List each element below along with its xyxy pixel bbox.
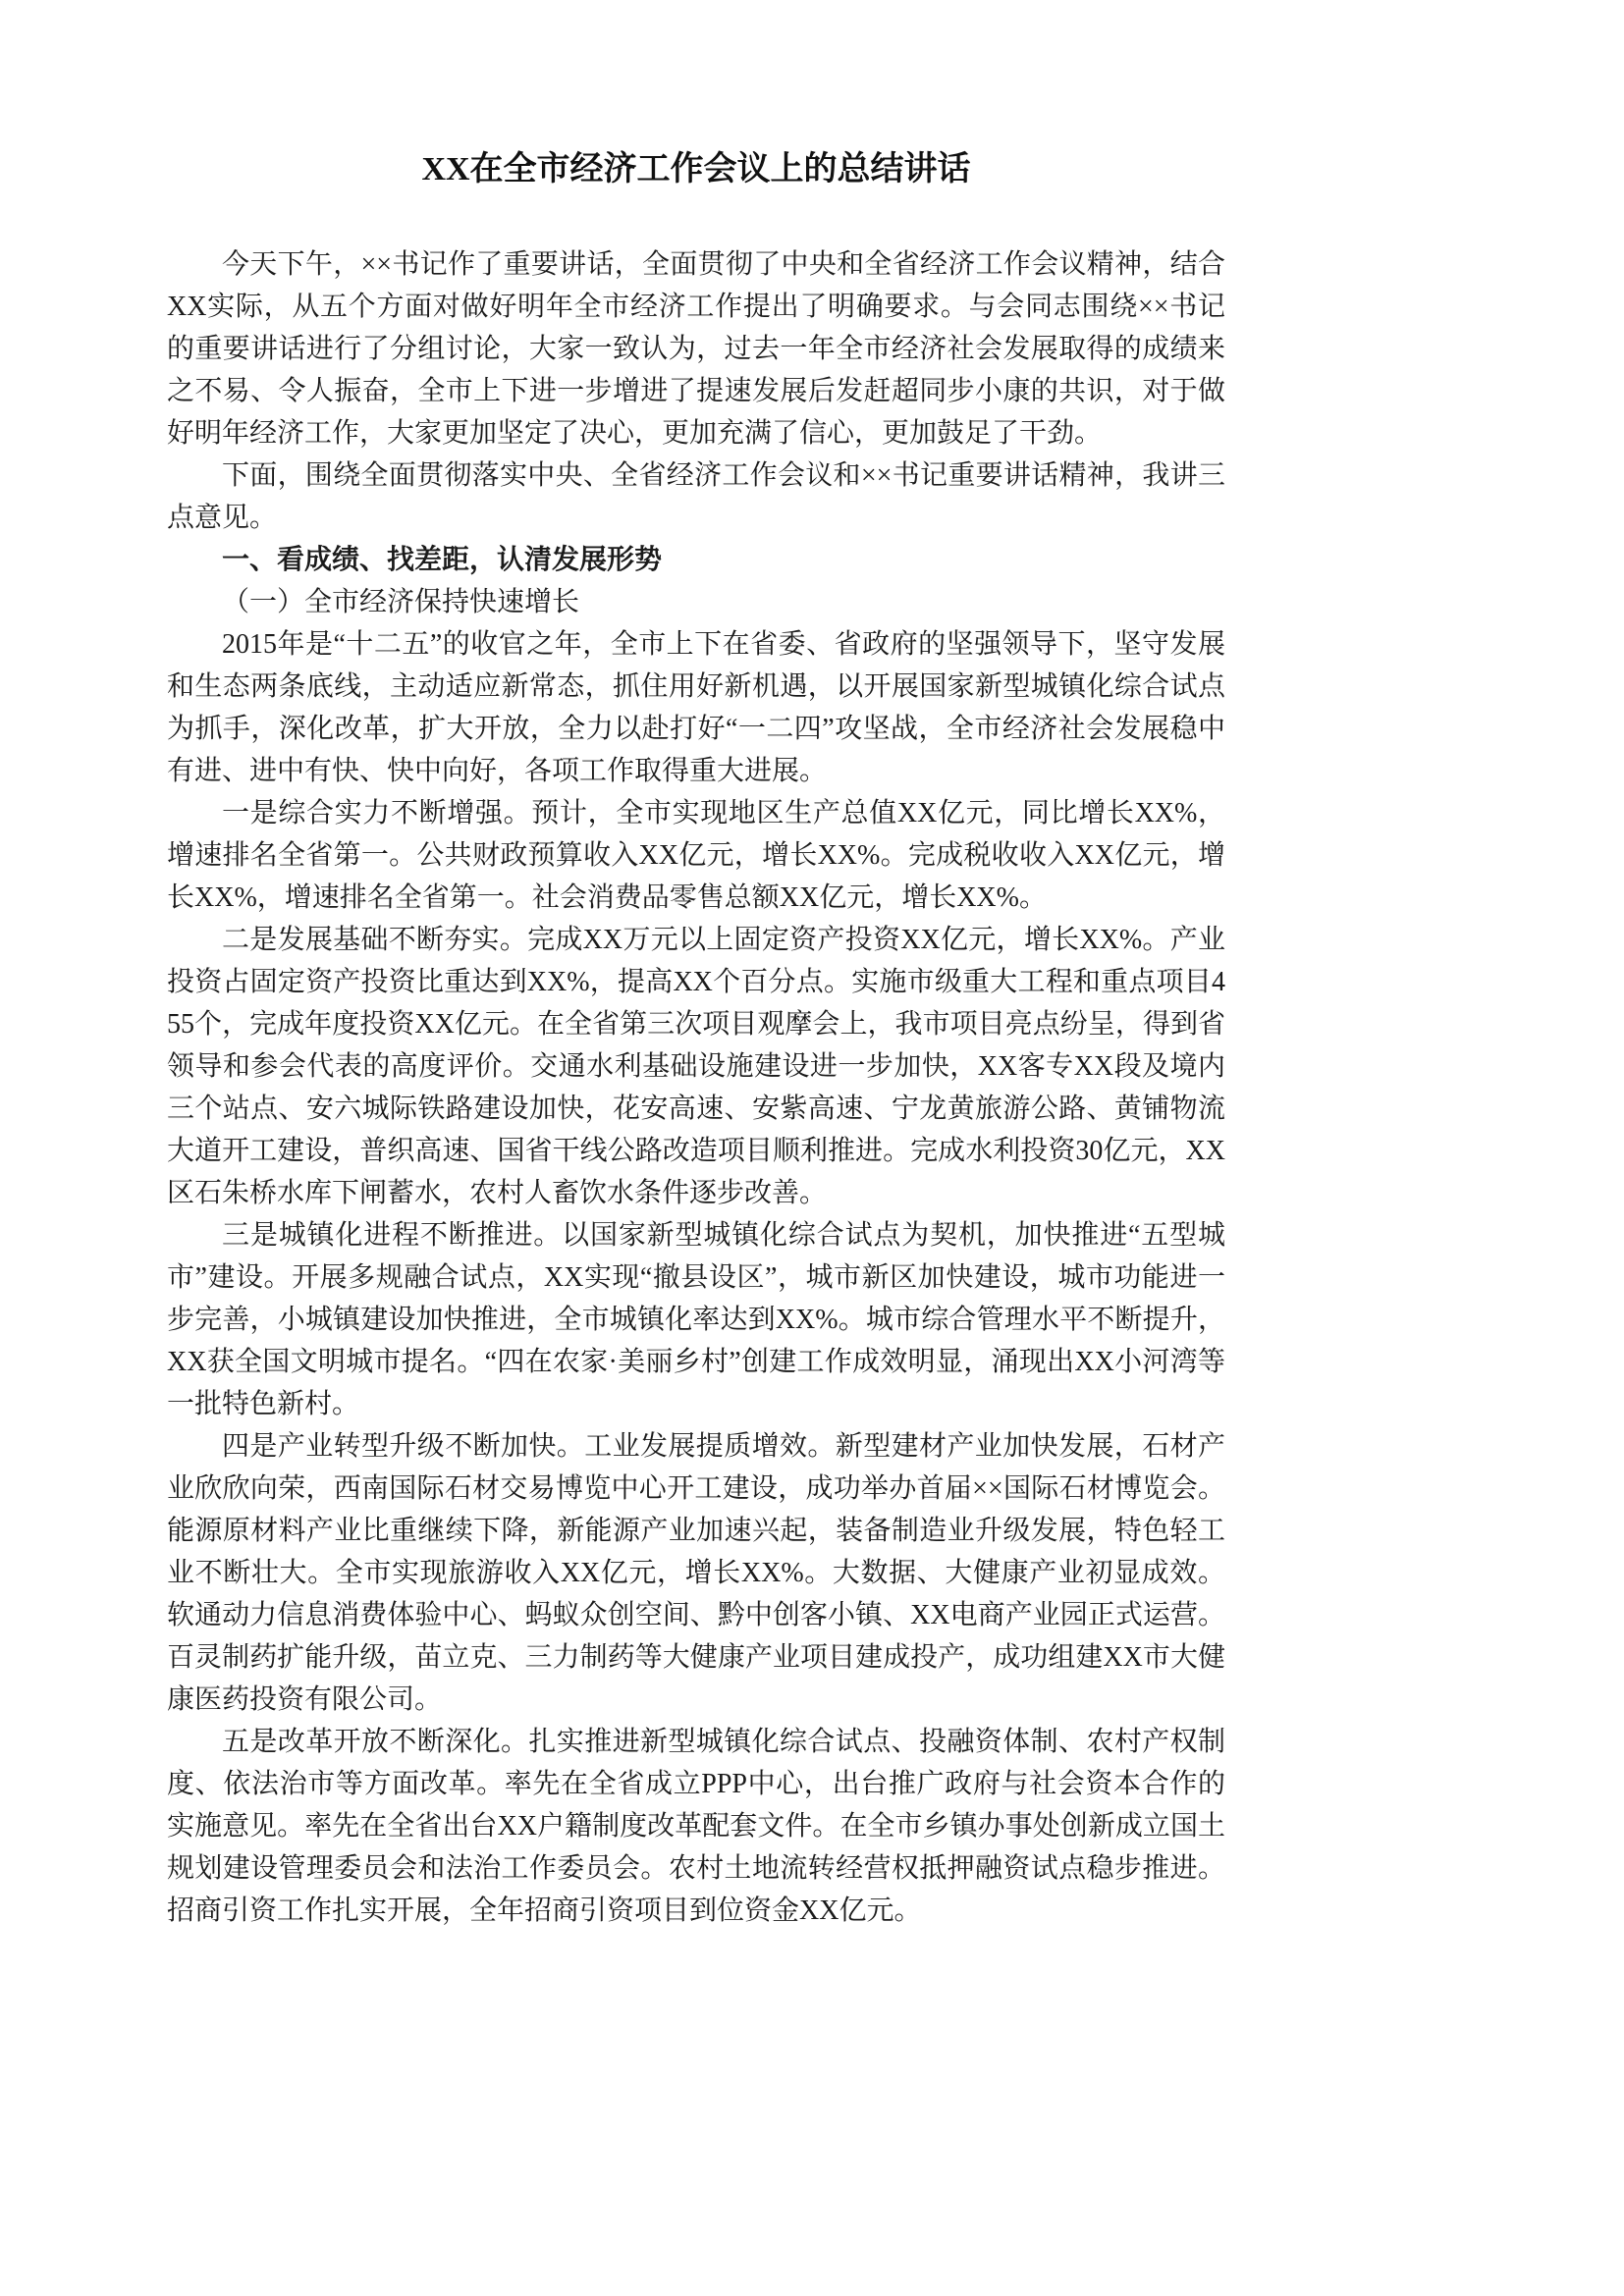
paragraph-transition: 下面，围绕全面贯彻落实中央、全省经济工作会议和××书记重要讲话精神，我讲三点意见。 [167, 460, 1225, 533]
subsection-heading-1-1: （一）全市经济保持快速增长 [222, 587, 580, 617]
paragraph-point-1: 一是综合实力不断增强。预计，全市实现地区生产总值XX亿元，同比增长XX%，增速排名全省第一。公共财政预算收入XX亿元，增长XX%。完成税收收入XX亿元，增长XX%，增速排名全省第一。社会消费品零售总额XX亿元，增长XX%。 [167, 798, 1225, 913]
paragraph-point-5: 五是改革开放不断深化。扎实推进新型城镇化综合试点、投融资体制、农村产权制度、依法治市等方面改革。率先在全省成立PPP中心，出台推广政府与社会资本合作的实施意见。率先在全省出台XX户籍制度改革配套文件。在全市乡镇办事处创新成立国土规划建设管理委员会和法治工作委员会。农村土地流转经营权抵押融资试点稳步推进。招商引资工作扎实开展，全年招商引资项目到位资金XX亿元。 [167, 1727, 1225, 1926]
paragraph-point-2: 二是发展基础不断夯实。完成XX万元以上固定资产投资XX亿元，增长XX%。产业投资占固定资产投资比重达到XX%，提高XX个百分点。实施市级重大工程和重点项目455个，完成年度投资XX亿元。在全省第三次项目观摩会上，我市项目亮点纷呈，得到省领导和参会代表的高度评价。交通水利基础设施建设进一步加快，XX客专XX段及境内三个站点、安六城际铁路建设加快，花安高速、安紫高速、宁龙黄旅游公路、黄铺物流大道开工建设，普织高速、国省干线公路改造项目顺利推进。完成水利投资30亿元，XX区石朱桥水库下闸蓄水，农村人畜饮水条件逐步改善。 [167, 925, 1225, 1208]
document-title: XX在全市经济工作会议上的总结讲话 [421, 151, 971, 187]
section-heading-1: 一、看成绩、找差距，认清发展形势 [222, 545, 663, 575]
paragraph-intro: 今天下午，××书记作了重要讲话，全面贯彻了中央和全省经济工作会议精神，结合XX实际，从五个方面对做好明年全市经济工作提出了明确要求。与会同志围绕××书记的重要讲话进行了分组讨论，大家一致认为，过去一年全市经济社会发展取得的成绩来之不易、令人振奋，全市上下进一步增进了提速发展后发赶超同步小康的共识，对于做好明年经济工作，大家更加坚定了决心，更加充满了信心，更加鼓足了干劲。 [167, 249, 1225, 449]
paragraph-point-4: 四是产业转型升级不断加快。工业发展提质增效。新型建材产业加快发展，石材产业欣欣向荣，西南国际石材交易博览中心开工建设，成功举办首届××国际石材博览会。能源原材料产业比重继续下降，新能源产业加速兴起，装备制造业升级发展，特色轻工业不断壮大。全市实现旅游收入XX亿元，增长XX%。大数据、大健康产业初显成效。软通动力信息消费体验中心、蚂蚁众创空间、黔中创客小镇、XX电商产业园正式运营。百灵制药扩能升级，苗立克、三力制药等大健康产业项目建成投产，成功组建XX市大健康医药投资有限公司。 [167, 1431, 1225, 1715]
paragraph-point-3: 三是城镇化进程不断推进。以国家新型城镇化综合试点为契机，加快推进“五型城市”建设。开展多规融合试点，XX实现“撤县设区”，城市新区加快建设，城市功能进一步完善，小城镇建设加快推进，全市城镇化率达到XX%。城市综合管理水平不断提升，XX获全国文明城市提名。“四在农家·美丽乡村”创建工作成效明显，涌现出XX小河湾等一批特色新村。 [167, 1220, 1225, 1419]
document-content [167, 147, 1225, 1932]
paragraph-overview-2015: 2015年是“十二五”的收官之年，全市上下在省委、省政府的坚强领导下，坚守发展和生态两条底线，主动适应新常态，抓住用好新机遇，以开展国家新型城镇化综合试点为抓手，深化改革，扩大开放，全力以赴打好“一二四”攻坚战，全市经济社会发展稳中有进、进中有快、快中向好，各项工作取得重大进展。 [167, 629, 1225, 786]
